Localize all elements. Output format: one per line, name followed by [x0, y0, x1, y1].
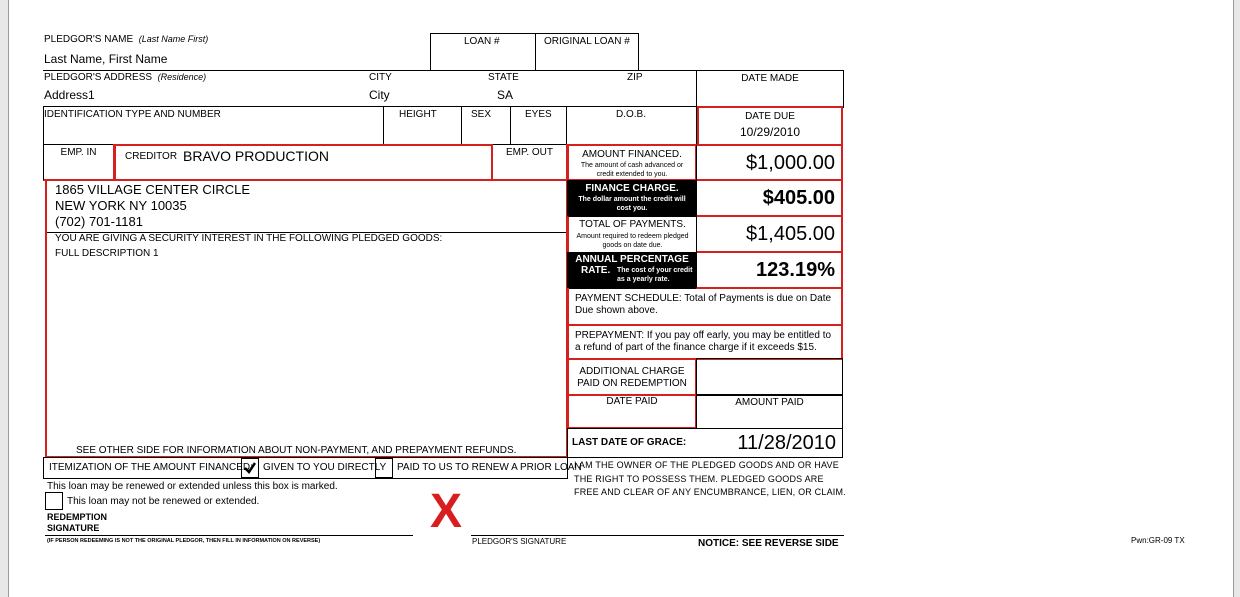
state-value[interactable]: SA [497, 88, 514, 102]
form-code: Pwn:GR-09 TX [1131, 536, 1185, 545]
given-directly-label: GIVEN TO YOU DIRECTLY [263, 462, 387, 473]
total-payments-desc: Amount required to redeem pledged goods on date due. [576, 233, 689, 249]
pawn-ticket-page [8, 0, 1234, 597]
zip-label: ZIP [627, 72, 643, 83]
apr-value-box [696, 252, 843, 289]
emp-out-label: EMP. OUT [505, 147, 554, 158]
creditor-name: BRAVO PRODUCTION [183, 148, 329, 164]
total-payments-value-box [696, 216, 843, 253]
original-loan-box[interactable] [535, 33, 639, 71]
total-payments-label-box [567, 216, 697, 253]
creditor-phone: (702) 701-1181 [55, 214, 143, 229]
pledgor-address-label: PLEDGOR'S ADDRESS (Residence) [44, 72, 207, 83]
signature-x-mark: X [430, 485, 463, 538]
sex-label: SEX [471, 109, 492, 120]
date-due-box[interactable] [697, 106, 843, 146]
pledgor-name-value[interactable]: Last Name, First Name [44, 52, 168, 66]
original-loan-label: ORIGINAL LOAN # [544, 36, 630, 47]
redemption-signature-line[interactable] [45, 535, 413, 536]
pledgor-signature-line[interactable] [471, 535, 844, 536]
city-label: CITY [369, 72, 392, 83]
loan-number-box[interactable] [430, 33, 536, 71]
apr-desc: The cost of your credit as a yearly rate. [617, 267, 693, 283]
date-paid-label: DATE PAID [606, 396, 658, 407]
creditor-label: CREDITOR [125, 151, 178, 162]
prepayment-text: PREPAYMENT: If you pay off early, you may be entitled to a refund of part of the finance charge if it exceeds $15. [575, 330, 832, 353]
payment-schedule-box [567, 288, 843, 326]
amount-paid-box[interactable] [696, 394, 843, 429]
apr-label-box [567, 252, 697, 289]
pledged-goods-footer: SEE OTHER SIDE FOR INFORMATION ABOUT NON-PAYMENT, AND PREPAYMENT REFUNDS. [76, 445, 517, 456]
apr-value: 123.19% [756, 259, 835, 281]
date-paid-box[interactable] [567, 394, 697, 429]
amount-financed-desc: The amount of cash advanced or credit extended to you. [580, 162, 684, 178]
payment-schedule-text: PAYMENT SCHEDULE: Total of Payments is due on Date Due shown above. [575, 293, 832, 316]
reverse-side-notice: NOTICE: SEE REVERSE SIDE [698, 538, 839, 549]
pledgor-signature-label: PLEDGOR'S SIGNATURE [472, 537, 567, 546]
renew-prior-loan-label: PAID TO US TO RENEW A PRIOR LOAN [397, 462, 582, 473]
dob-label: D.O.B. [615, 109, 646, 120]
date-made-box[interactable] [696, 70, 844, 108]
apr-title-2: RATE. [581, 265, 611, 276]
creditor-address [55, 182, 250, 230]
date-due-label: DATE DUE [745, 111, 795, 122]
id-type-label: IDENTIFICATION TYPE AND NUMBER [44, 109, 221, 120]
creditor-box [114, 144, 493, 181]
eyes-label: EYES [525, 109, 552, 120]
additional-charge-value-box[interactable] [696, 358, 843, 396]
prepayment-box [567, 324, 843, 360]
finance-charge-label-box [567, 180, 697, 217]
no-renewal-checkbox[interactable] [45, 492, 63, 510]
pledged-goods-heading: YOU ARE GIVING A SECURITY INTEREST IN THE FOLLOWING PLEDGED GOODS: [55, 233, 443, 244]
emp-out-box[interactable] [491, 144, 568, 181]
emp-in-label: EMP. IN [60, 147, 97, 158]
last-grace-box [567, 428, 843, 458]
owner-statement: I AM THE OWNER OF THE PLEDGED GOODS AND OR HAVE THE RIGHT TO POSSESS THEM. PLEDGED GOODS ARE FREE AND CLEAR OF ANY ENCUMBRANCE, LIEN, OR CLAIM. [574, 460, 846, 497]
renew-prior-loan-checkbox[interactable] [375, 458, 393, 478]
finance-charge-value: $405.00 [762, 187, 835, 209]
last-grace-label: LAST DATE OF GRACE: [572, 437, 687, 448]
amount-financed-value: $1,000.00 [746, 152, 835, 174]
city-value[interactable]: City [369, 88, 390, 102]
date-made-label: DATE MADE [741, 73, 799, 84]
checkmark-icon [242, 459, 258, 477]
creditor-address-line1: 1865 VILLAGE CENTER CIRCLE [55, 182, 251, 197]
finance-charge-value-box [696, 180, 843, 217]
state-label: STATE [488, 72, 519, 83]
pledgor-name-label: PLEDGOR'S NAME (Last Name First) [44, 34, 209, 45]
pledgor-address-value[interactable]: Address1 [44, 88, 95, 102]
finance-charge-desc: The dollar amount the credit will cost you. [578, 196, 686, 212]
total-payments-title: TOTAL OF PAYMENTS. [579, 219, 686, 230]
additional-charge-label-box [567, 358, 697, 396]
pledged-goods-description[interactable]: FULL DESCRIPTION 1 [55, 248, 159, 259]
renewal-note: This loan may be renewed or extended unless this box is marked. [47, 481, 338, 492]
amount-financed-label-box [567, 144, 697, 181]
date-due-value[interactable]: 10/29/2010 [739, 125, 801, 139]
itemization-label: ITEMIZATION OF THE AMOUNT FINANCED: [49, 462, 253, 473]
amount-financed-value-box [696, 144, 843, 181]
creditor-address-line2: NEW YORK NY 10035 [55, 198, 187, 213]
last-grace-value: 11/28/2010 [737, 432, 836, 454]
no-renewal-label: This loan may not be renewed or extended. [67, 496, 260, 507]
additional-charge-label: ADDITIONAL CHARGE PAID ON REDEMPTION [577, 366, 687, 389]
amount-financed-title: AMOUNT FINANCED. [582, 149, 682, 160]
loan-number-label: LOAN # [464, 36, 500, 47]
amount-paid-label: AMOUNT PAID [735, 397, 804, 408]
total-payments-value: $1,405.00 [746, 223, 835, 245]
redemption-note: (IF PERSON REDEEMING IS NOT THE ORIGINAL PLEDGOR, THEN FILL IN INFORMATION ON REVERSE) [47, 538, 321, 544]
redemption-signature-label: REDEMPTION SIGNATURE [47, 512, 108, 533]
height-label: HEIGHT [399, 109, 437, 120]
given-directly-checkbox[interactable] [241, 458, 259, 478]
finance-charge-title: FINANCE CHARGE. [585, 183, 679, 194]
apr-title: ANNUAL PERCENTAGE [575, 254, 689, 265]
emp-in-box[interactable] [43, 144, 115, 181]
